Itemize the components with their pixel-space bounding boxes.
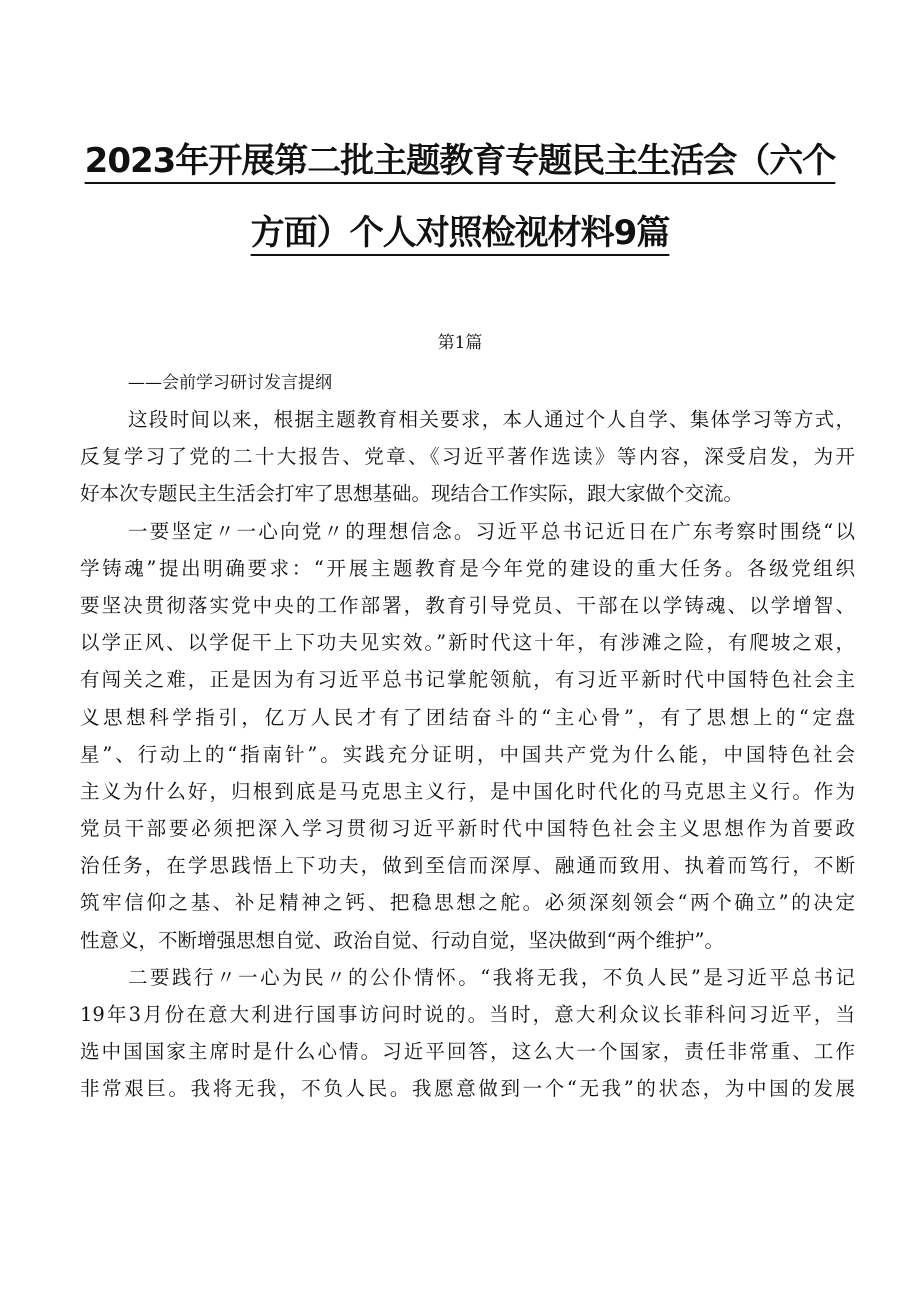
paragraph-line: 义思想科学指引，亿万人民才有了团结奋斗的“主心骨”，有了思想上的“定盘 [80,705,855,729]
paragraph-line: 选中国国家主席时是什么心情。习近平回答，这么大一个国家，责任非常重、工作 [80,1040,855,1064]
paragraph-line: 非常艰巨。我将无我，不负人民。我愿意做到一个“无我”的状态，为中国的发展 [80,1077,855,1101]
paragraph-line: 二要践行〃一心为民〃的公仆情怀。“我将无我，不负人民”是习近平总书记 [128,965,855,989]
paragraph-line: 要坚决贯彻落实党中央的工作部署，教育引导党员、干部在以学铸魂、以学增智、 [80,593,855,617]
paragraph-line: 治任务，在学思践悟上下功夫，做到至信而深厚、融通而致用、执着而笃行，不断 [80,854,855,878]
body-text [80,401,855,1108]
paragraph-line: 党员干部要必须把深入学习贯彻习近平新时代中国特色社会主义思想作为首要政 [80,817,855,841]
paragraph-line: 学铸魂”提出明确要求：“开展主题教育是今年党的建设的重大任务。各级党组织 [80,556,855,580]
paragraph-line: 以学正风、以学促干上下功夫见实效。”新时代这十年，有涉滩之险，有爬坡之艰， [80,631,855,655]
document-title-line-2: 方面）个人对照检视材料9篇 [250,213,670,253]
chapter-heading: 第1篇 [437,333,483,353]
paragraph-line: 筑牢信仰之基、补足精神之钙、把稳思想之舵。必须深刻领会“两个确立”的决定 [80,891,855,915]
paragraph-line: 好本次专题民主生活会打牢了思想基础。现结合工作实际，跟大家做个交流。 [80,482,744,506]
chapter-subtitle: ——会前学习研讨发言提纲 [128,373,332,393]
paragraph-line: 反复学习了党的二十大报告、党章、《习近平著作选读》等内容，深受启发，为开 [80,445,855,469]
paragraph-line: 19年3月份在意大利进行国事访问时说的。当时，意大利众议长菲科问习近平，当 [80,1003,855,1026]
paragraph-line: 性意义，不断增强思想自觉、政治自觉、行动自觉，坚决做到“两个维护”。 [80,928,724,952]
paragraph-line: 星”、行动上的“指南针”。实践充分证明，中国共产党为什么能，中国特色社会 [80,742,855,766]
document-title-line-1: 2023年开展第二批主题教育专题民主生活会（六个 [84,141,836,181]
paragraph-line: 这段时间以来，根据主题教育相关要求，本人通过个人自学、集体学习等方式， [128,408,855,431]
paragraph-line: 主义为什么好，归根到底是马克思主义行，是中国化时代化的马克思主义行。作为 [80,779,855,803]
paragraph-line: 有闯关之难，正是因为有习近平总书记掌舵领航，有习近平新时代中国特色社会主 [80,668,855,692]
paragraph-line: 一要坚定〃一心向党〃的理想信念。习近平总书记近日在广东考察时围绕“以 [128,519,855,543]
